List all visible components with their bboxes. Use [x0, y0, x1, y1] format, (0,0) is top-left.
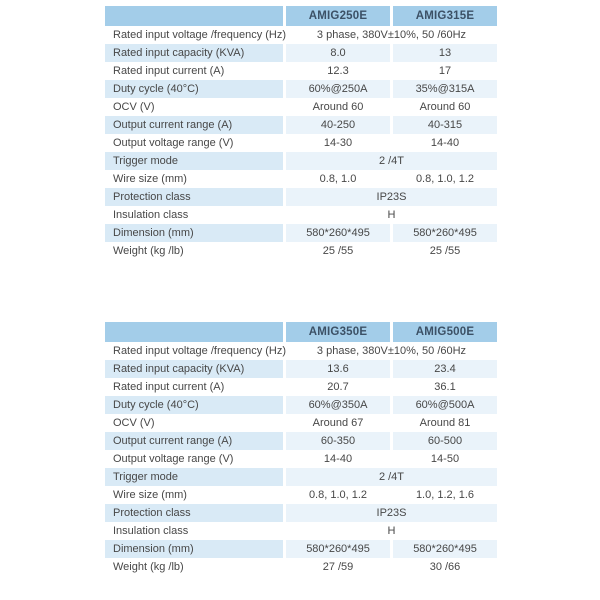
table-row: [105, 540, 497, 558]
row-value: Around 81: [419, 417, 471, 429]
row-value: Around 60: [419, 101, 471, 113]
table-row: [105, 152, 497, 170]
row-value: 30 /66: [429, 561, 461, 573]
row-label: Rated input current (A): [113, 65, 225, 77]
row-value: 1.0, 1.2, 1.6: [415, 489, 475, 501]
row-value: 8.0: [286, 44, 390, 62]
row-label: Trigger mode: [105, 152, 283, 170]
row-value: 40-250: [286, 116, 390, 134]
table-row: [105, 450, 497, 468]
row-label: Dimension (mm): [105, 540, 283, 558]
row-label: Duty cycle (40°C): [105, 396, 283, 414]
table-row: [105, 414, 497, 432]
table-row: [105, 116, 497, 134]
row-value: 40-315: [393, 116, 497, 134]
row-value: 36.1: [434, 381, 456, 393]
table-row: [105, 504, 497, 522]
row-label: Rated input voltage /frequency (Hz): [113, 29, 287, 41]
row-value: 0.8, 1.0, 1.2: [415, 173, 475, 185]
row-label: Output voltage range (V): [113, 453, 234, 465]
row-label: Rated input voltage /frequency (Hz): [113, 345, 287, 357]
header-label-cell: [105, 6, 283, 26]
row-label: Rated input capacity (KVA): [105, 360, 283, 378]
table-row: [105, 558, 497, 576]
table-row: [105, 378, 497, 396]
row-value: 60%@500A: [393, 396, 497, 414]
row-label: Insulation class: [113, 209, 189, 221]
row-value: 23.4: [393, 360, 497, 378]
row-label: Insulation class: [113, 525, 189, 537]
table-row: [105, 342, 497, 360]
row-label: Output current range (A): [105, 116, 283, 134]
column-header-model: AMIG500E: [393, 322, 497, 342]
row-value: 25 /55: [429, 245, 461, 257]
row-value-merged: IP23S: [286, 504, 497, 522]
table-row: [105, 396, 497, 414]
row-value: 12.3: [327, 65, 349, 77]
table-row: [105, 170, 497, 188]
row-label: Rated input current (A): [113, 381, 225, 393]
row-value: 60%@350A: [286, 396, 390, 414]
row-label: Weight (kg /lb): [113, 245, 184, 257]
row-value: 580*260*495: [393, 224, 497, 242]
row-value: 14-40: [430, 137, 460, 149]
table-row: [105, 98, 497, 116]
row-value: 35%@315A: [393, 80, 497, 98]
row-value: 14-40: [323, 453, 353, 465]
column-header-model: AMIG250E: [286, 6, 390, 26]
row-label: Wire size (mm): [113, 173, 187, 185]
row-label: Protection class: [105, 504, 283, 522]
row-label: Trigger mode: [105, 468, 283, 486]
row-label: OCV (V): [113, 101, 155, 113]
row-value-merged: IP23S: [286, 188, 497, 206]
row-value: Around 60: [312, 101, 364, 113]
row-value: 0.8, 1.0, 1.2: [308, 489, 368, 501]
row-label: OCV (V): [113, 417, 155, 429]
row-value-merged: 2 /4T: [286, 468, 497, 486]
table-row: [105, 188, 497, 206]
row-value: 27 /59: [322, 561, 354, 573]
spec-table-amig350e-500e: [105, 322, 497, 576]
table-row: [105, 468, 497, 486]
row-value: 13: [393, 44, 497, 62]
table-row: [105, 206, 497, 224]
row-value: 60-350: [286, 432, 390, 450]
row-value: 14-50: [430, 453, 460, 465]
spec-table-amig250e-315e: [105, 6, 497, 260]
row-value: 20.7: [327, 381, 349, 393]
row-value: Around 67: [312, 417, 364, 429]
table-header-row: [105, 322, 497, 342]
row-value: 580*260*495: [286, 540, 390, 558]
row-value: 17: [438, 65, 452, 77]
table-row: [105, 522, 497, 540]
row-label: Weight (kg /lb): [113, 561, 184, 573]
row-value: 60%@250A: [286, 80, 390, 98]
row-label: Protection class: [105, 188, 283, 206]
row-value: 60-500: [393, 432, 497, 450]
row-value-merged: H: [387, 525, 396, 537]
row-label: Duty cycle (40°C): [105, 80, 283, 98]
row-value: 580*260*495: [286, 224, 390, 242]
row-label: Output voltage range (V): [113, 137, 234, 149]
table-row: [105, 224, 497, 242]
header-label-cell: [105, 322, 283, 342]
row-value: 0.8, 1.0: [319, 173, 357, 185]
row-value-merged: 2 /4T: [286, 152, 497, 170]
table-row: [105, 360, 497, 378]
row-label: Rated input capacity (KVA): [105, 44, 283, 62]
row-label: Dimension (mm): [105, 224, 283, 242]
column-header-model: AMIG350E: [286, 322, 390, 342]
table-row: [105, 134, 497, 152]
table-header-row: [105, 6, 497, 26]
row-value-merged: H: [387, 209, 396, 221]
column-header-model: AMIG315E: [393, 6, 497, 26]
row-value: 580*260*495: [393, 540, 497, 558]
table-row: [105, 80, 497, 98]
table-row: [105, 486, 497, 504]
row-label: Output current range (A): [105, 432, 283, 450]
table-row: [105, 432, 497, 450]
table-row: [105, 26, 497, 44]
row-value: 25 /55: [322, 245, 354, 257]
table-row: [105, 242, 497, 260]
row-value-merged: 3 phase, 380V±10%, 50 /60Hz: [316, 29, 467, 41]
row-value-merged: 3 phase, 380V±10%, 50 /60Hz: [316, 345, 467, 357]
table-row: [105, 44, 497, 62]
row-label: Wire size (mm): [113, 489, 187, 501]
row-value: 14-30: [323, 137, 353, 149]
table-row: [105, 62, 497, 80]
row-value: 13.6: [286, 360, 390, 378]
